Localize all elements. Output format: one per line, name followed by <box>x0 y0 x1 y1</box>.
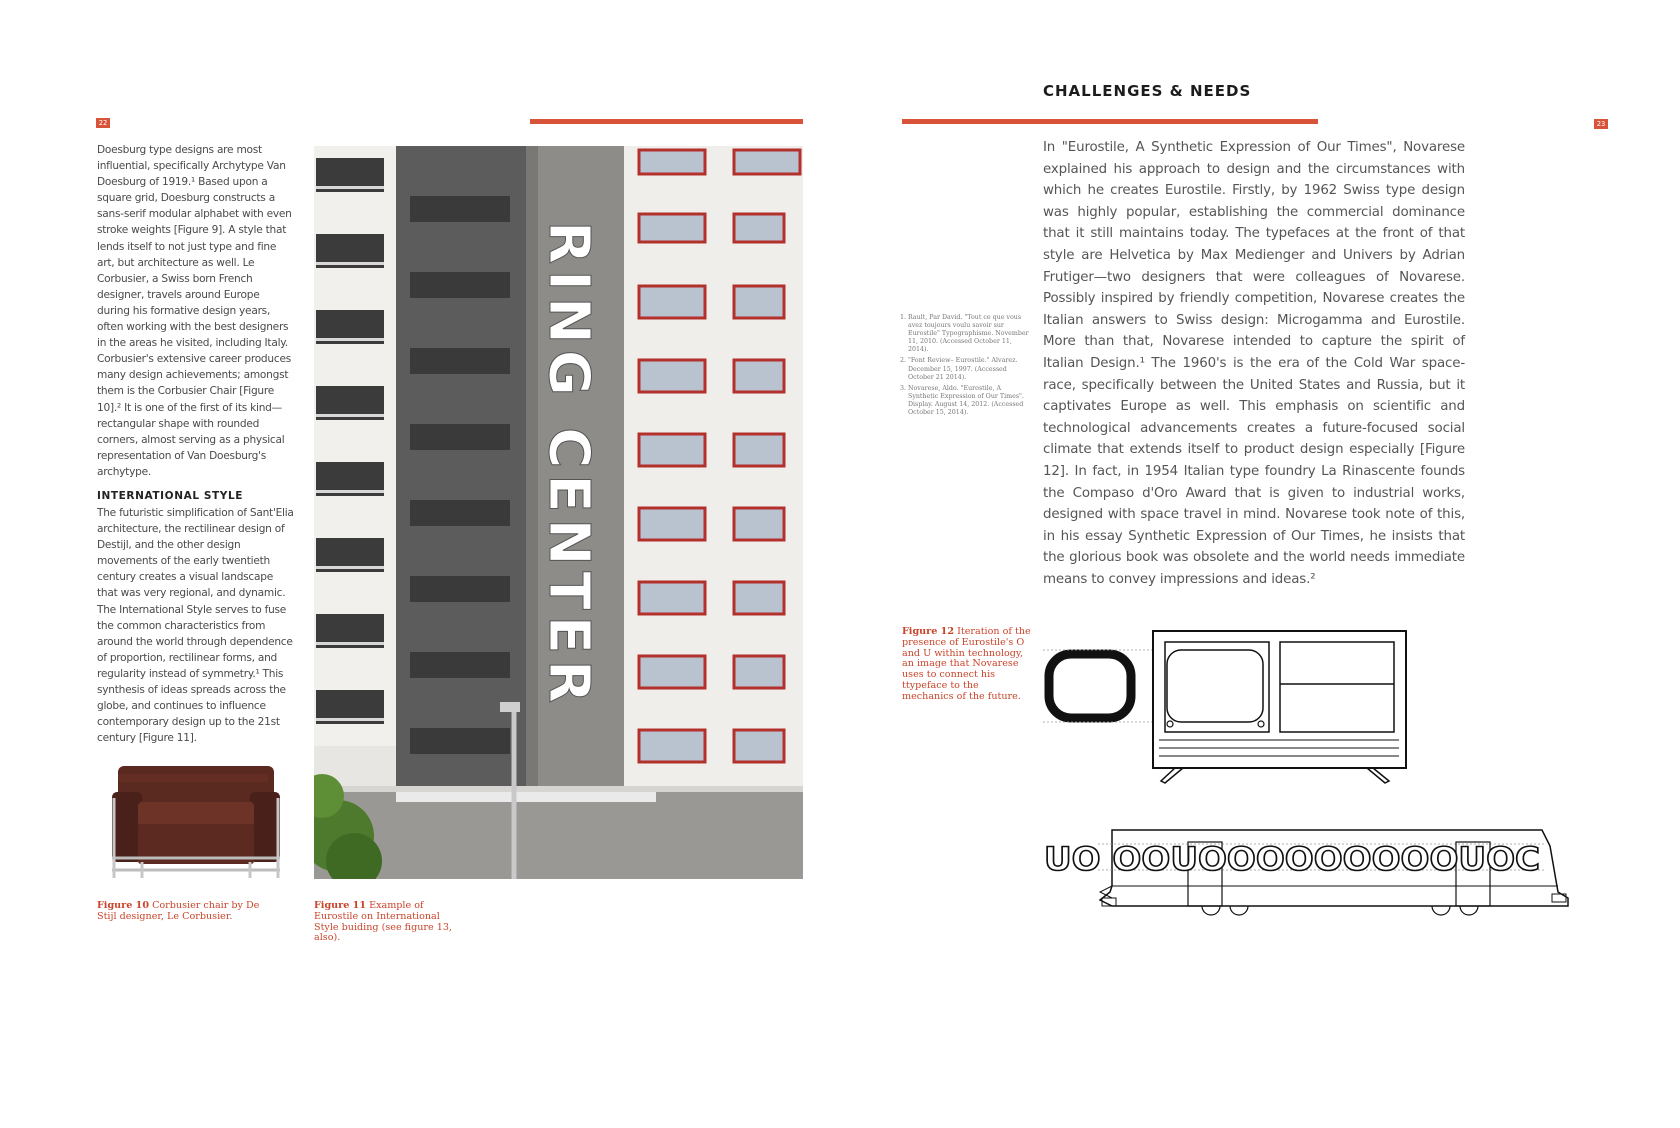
footnote-1: 1. Rault, Par David. "Tout ce que vous avez toujours voulu savoir sur Eurostile" Typographisme. November 11, 2010. (Accessed October 11, 2014). <box>900 314 1029 354</box>
ring-center-building-photo <box>314 146 803 879</box>
left-body-paragraph-1: Doesburg type designs are most influential, specifically Archytype Van Doesburg of 1919.¹ Based upon a square grid, Doesburg constructs a sans-serif modular alphabet with even stroke weights [Figure 9]. A style that lends itself to not just type and fine art, but architecture as well. Le Corbusier, a Swiss born French designer, travels around Europe during his formative design years, often working with the best designers in the areas he visited, including Italy. Corbusier's extensive career produces many design achievements; amongst them is the Corbusier Chair [Figure 10].² It is one of the first of its kind—rectangular shape with rounded corners, almost serving as a physical representation of Van Doesburg's archytype. <box>97 144 292 478</box>
train-letters: UO OOUOOOOOOOOOUOC <box>1044 840 1540 878</box>
right-body-paragraph: In "Eurostile, A Synthetic Expression of Our Times", Novarese explained his approach to design and the circumstances with which he creates Eurostile. Firstly, by 1962 Swiss type design was highly popular, establishing the commercial dominance that it still maintains today. The typefaces at the front of that style are Helvetica by Max Medienger and Univers by Adrian Frutiger—two designers that were colleagues of Novarese. Possibly inspired by friendly competition, Novarese creates the Italian answers to Swiss design: Microgamma and Eurostile. More than that, Novarese intended to capture the spirit of Italian Design.¹ The 1960's is the era of the Cold War space-race, specifically between the United States and Russia, but it captivates Europe as well. This emphasis on scientific and technological advancements creates a future-focused social climate that extends itself to product design especially [Figure 12]. In fact, in 1954 Italian type foundry La Rinascente founds the Compaso d'Oro Award that is given to industrial works, designed with space travel in mind. Novarese took note of this, in his essay Synthetic Expression of Our Times, he insists that the glorious book was obsolete and the world needs immediate means to convey impressions and ideas.² <box>1043 140 1465 587</box>
figure-10-caption <box>97 901 277 923</box>
train-line-drawing <box>1040 826 1570 926</box>
figure-12-label: Figure 12 <box>902 626 954 637</box>
international-style-subhead: INTERNATIONAL STYLE <box>97 489 244 502</box>
tv-line-drawing <box>1043 628 1408 784</box>
left-page-number: 22 <box>96 118 110 128</box>
figure-10-label: Figure 10 <box>97 900 149 911</box>
section-title: CHALLENGES & NEEDS <box>1043 82 1252 100</box>
figure-11-text: Example of Eurostile on International Style buiding (see figure 13, also). <box>314 900 452 944</box>
right-accent-rule <box>902 119 1318 124</box>
right-page-number: 23 <box>1594 119 1608 129</box>
left-body-paragraph-2: The futuristic simplification of Sant'Elia architecture, the rectilinear design of Destijl, and the other design movements of the early twentieth century creates a visual landscape that was very regional, and dynamic. The International Style serves to fuse the common characteristics from around the world through dependence of proportion, rectilinear forms, and regularity instead of symmetry.¹ This synthesis of ideas spreads across the globe, and continues to influence contemporary design up to the 21st century [Figure 11]. <box>97 506 294 745</box>
figure-12-text: Iteration of the presence of Eurostile's O and U within technology, an image that Novarese uses to connect his ttypeface to the mechanics of the future. <box>902 626 1031 702</box>
corbusier-chair-image <box>108 758 284 882</box>
footnote-2: 2. "Font Review– Eurostile." Alvarez. December 15, 1997. (Accessed October 21 2014). <box>900 357 1018 381</box>
footnotes <box>900 314 1030 420</box>
figure-11-caption <box>314 901 464 944</box>
left-accent-rule <box>530 119 803 124</box>
right-body-text <box>1043 137 1465 590</box>
left-body-column <box>97 142 295 746</box>
figure-11-label: Figure 11 <box>314 900 366 911</box>
figure-10-text: Corbusier chair by De Stijl designer, Le Corbusier. <box>97 900 260 922</box>
footnote-3: 3. Novarese, Aldo. "Eurostile, A Synthetic Expression of Our Times". Display. August 14, 2012. (Accessed October 15, 2014). <box>900 384 1024 417</box>
figure-12-caption <box>902 627 1032 703</box>
ring-center-sign: RING CENTER <box>536 221 601 710</box>
